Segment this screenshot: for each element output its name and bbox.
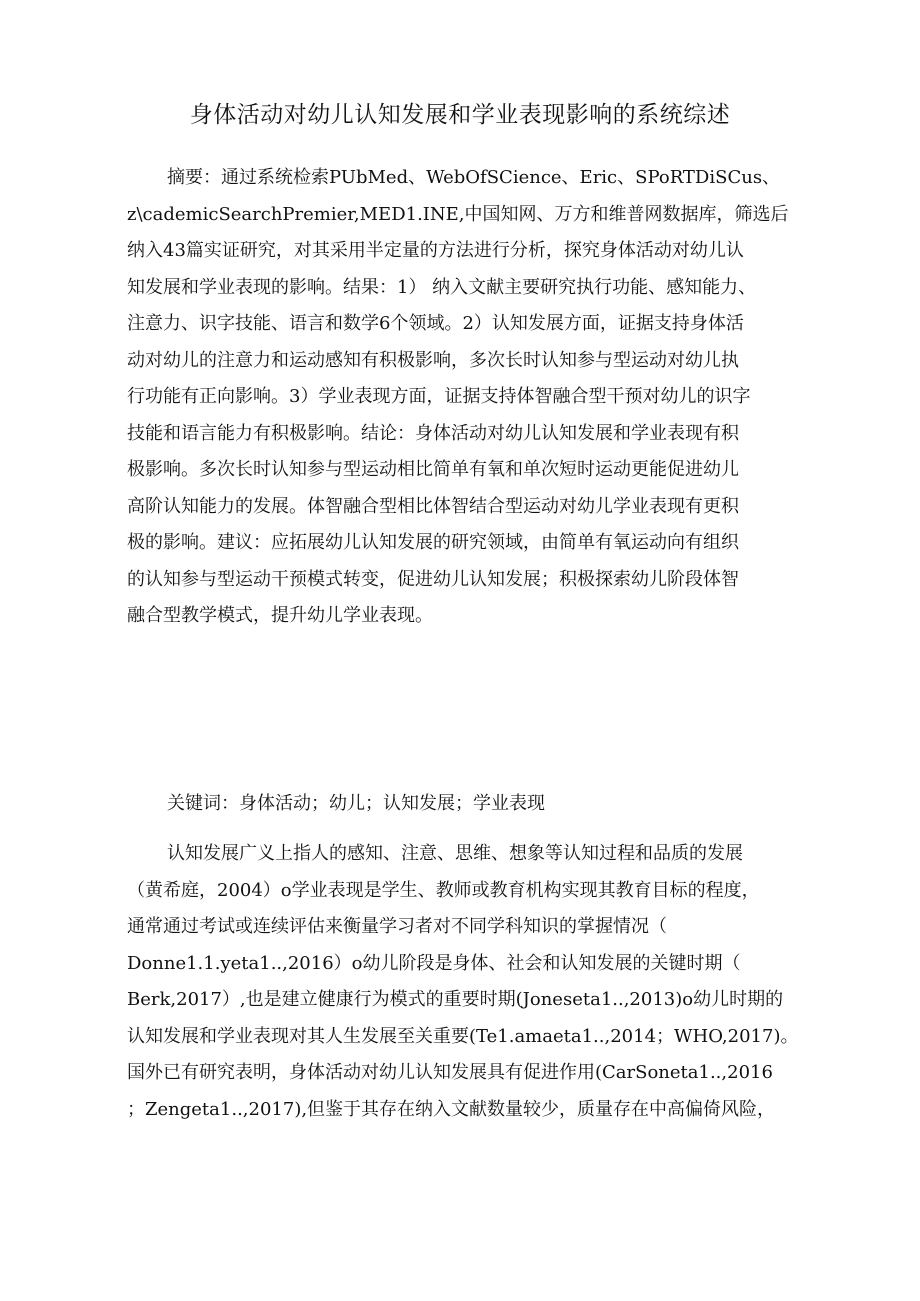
keywords xyxy=(127,786,817,823)
abstract-line: 摘要：通过系统检索PUbMed、WebOfSCience、Eric、SPoRTDiSCus、 xyxy=(167,167,781,188)
paragraph-line: （黄希庭，2004）o学业表现是学生、教师或教育机构实现其教育目标的程度， xyxy=(127,879,760,901)
abstract-line: 极影响。多次长时认知参与型运动相比简单有氧和单次短时运动更能促进幼儿 xyxy=(127,459,739,480)
body-paragraph xyxy=(127,836,817,1128)
paragraph-line: 认知发展广义上指人的感知、注意、思维、想象等认知过程和品质的发展 xyxy=(167,843,743,864)
paragraph-line: 国外已有研究表明，身体活动对幼儿认知发展具有促进作用(CarSoneta1..,2016 xyxy=(127,1062,773,1083)
abstract-line: 行功能有正向影响。3）学业表现方面，证据支持体智融合型干预对幼儿的识字 xyxy=(127,386,751,407)
abstract xyxy=(127,160,817,635)
paragraph-line: 认知发展和学业表现对其人生发展至关重要(Te1.amaeta1..,2014；WHO,2017)。 xyxy=(127,1025,799,1047)
abstract-line: 的认知参与型运动干预模式转变，促进幼儿认知发展；积极探索幼儿阶段体智 xyxy=(127,568,739,590)
paragraph-line: ；Zengeta1..,2017),但鉴于其存在纳入文献数量较少，质量存在中高偏倚风险， xyxy=(127,1098,776,1120)
abstract-line: 注意力、识字技能、语言和数学6个领域。2）认知发展方面，证据支持身体活 xyxy=(127,313,744,334)
paragraph-line: 通常通过考试或连续评估来衡量学习者对不同学科知识的掌握情况（ xyxy=(127,916,667,937)
abstract-line: 融合型教学模式，提升幼儿学业表现。 xyxy=(127,605,433,626)
paragraph-line: Berk,2017）,也是建立健康行为模式的重要时期(Joneseta1..,2013)o幼儿时期的 xyxy=(127,989,784,1010)
abstract-line: 技能和语言能力有积极影响。结论：身体活动对幼儿认知发展和学业表现有积 xyxy=(127,422,739,444)
keywords-line: 关键词：身体活动；幼儿；认知发展；学业表现 xyxy=(167,793,545,814)
paper-title: 身体活动对幼儿认知发展和学业表现影响的系统综述 xyxy=(189,102,731,128)
paragraph-line: Donne1.1.yeta1..,2016）o幼儿阶段是身体、社会和认知发展的关键时期（ xyxy=(127,952,741,974)
abstract-line: 知发展和学业表现的影响。结果：1） 纳入文献主要研究执行功能、感知能力、 xyxy=(127,276,757,298)
abstract-line: 动对幼儿的注意力和运动感知有积极影响，多次长时认知参与型运动对幼儿执 xyxy=(127,349,739,371)
abstract-line: 极的影响。建议：应拓展幼儿认知发展的研究领域，由简单有氧运动向有组织 xyxy=(127,532,739,553)
abstract-line: z\cademicSearchPremier,MED1.INE,中国知网、万方和维普网数据库，筛选后 xyxy=(127,203,789,225)
abstract-line: 纳入43篇实证研究，对其采用半定量的方法进行分析，探究身体活动对幼儿认 xyxy=(127,240,744,261)
abstract-line: 高阶认知能力的发展。体智融合型相比体智结合型运动对幼儿学业表现有更积 xyxy=(127,495,739,517)
